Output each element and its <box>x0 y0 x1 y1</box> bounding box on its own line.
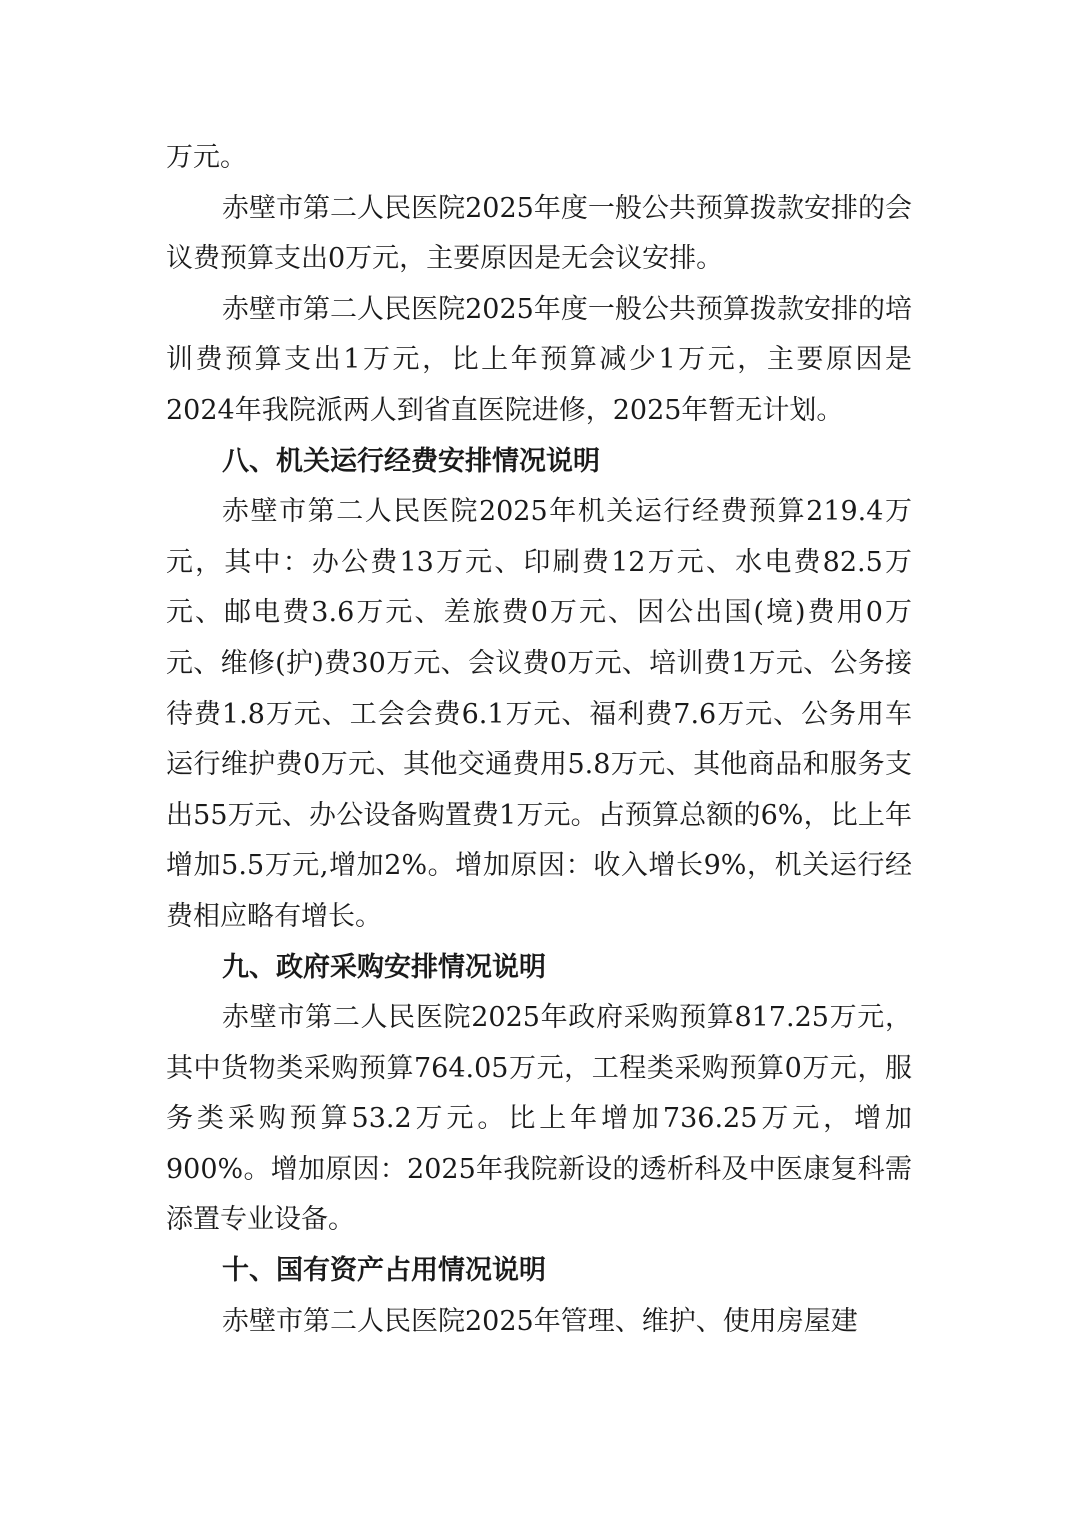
continuation-text: 万元。 <box>166 142 247 173</box>
paragraph-meeting-fee: 赤壁市第二人民医院2025年度一般公共预算拨款安排的会议费预算支出0万元，主要原因是无会议安排。 <box>166 192 912 275</box>
document-body <box>166 133 912 1347</box>
paragraph-training-fee: 赤壁市第二人民医院2025年度一般公共预算拨款安排的培训费预算支出1万元，比上年预算减少1万元，主要原因是2024年我院派两人到省直医院进修，2025年暂无计划。 <box>166 293 912 426</box>
section-heading-state-assets: 十、国有资产占用情况说明 <box>222 1255 546 1287</box>
section-heading-operating-funds: 八、机关运行经费安排情况说明 <box>222 445 600 477</box>
paragraph-government-procurement: 赤壁市第二人民医院2025年政府采购预算817.25万元，其中货物类采购预算764.05万元，工程类采购预算0万元，服务类采购预算53.2万元。比上年增加736.25万元，增加900%。增加原因：2025年我院新设的透析科及中医康复科需添置专业设备。 <box>166 1002 912 1236</box>
paragraph-state-assets: 赤壁市第二人民医院2025年管理、维护、使用房屋建 <box>222 1305 858 1337</box>
paragraph-operating-funds: 赤壁市第二人民医院2025年机关运行经费预算219.4万元，其中：办公费13万元、印刷费12万元、水电费82.5万元、邮电费3.6万元、差旅费0万元、因公出国(境)费用0万元、维修(护)费30万元、会议费0万元、培训费1万元、公务接待费1.8万元、工会会费6.1万元、福利费7.6万元、公务用车运行维护费0万元、其他交通费用5.8万元、其他商品和服务支出55万元、办公设备购置费1万元。占预算总额的6%，比上年增加5.5万元,增加2%。增加原因：收入增长9%，机关运行经费相应略有增长。 <box>166 496 912 932</box>
section-heading-government-procurement: 九、政府采购安排情况说明 <box>222 951 546 983</box>
